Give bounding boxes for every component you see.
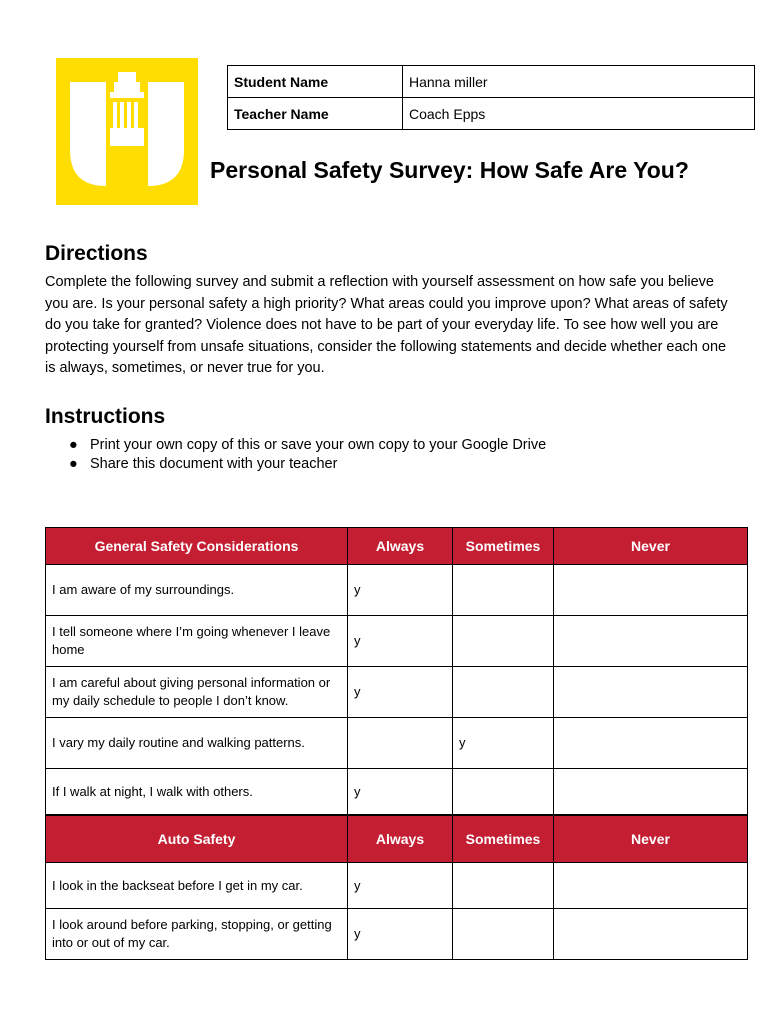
student-info-table <box>227 65 755 130</box>
never-cell[interactable] <box>554 718 748 769</box>
sometimes-cell[interactable]: y <box>453 718 554 769</box>
sometimes-cell[interactable] <box>453 863 554 909</box>
never-cell[interactable] <box>554 667 748 718</box>
always-cell[interactable]: y <box>348 909 453 960</box>
statement-cell: I look around before parking, stopping, or getting into or out of my car. <box>46 909 348 960</box>
survey-table <box>45 527 748 960</box>
sometimes-cell[interactable] <box>453 616 554 667</box>
student-name-row <box>228 66 755 98</box>
statement-cell: If I walk at night, I walk with others. <box>46 769 348 816</box>
column-header-sometimes: Sometimes <box>453 815 554 863</box>
section-header-row <box>46 815 748 863</box>
directions-text: Complete the following survey and submit a reflection with yourself assessment on how safe you believe you are. Is your personal safety a high priority? What areas could you improve upon? What areas of safety do you take for granted? Violence does not have to be part of your everyday life. To see how well you are protecting yourself from unsafe situations, consider the following statements and decide whether each one is always, sometimes, or never true for you. <box>45 274 728 376</box>
page-title: Personal Safety Survey: How Safe Are You? <box>210 157 689 183</box>
table-row <box>46 667 748 718</box>
always-cell[interactable]: y <box>348 616 453 667</box>
list-item: ● Share this document with your teacher <box>69 456 338 472</box>
statement-cell: I am aware of my surroundings. <box>46 565 348 616</box>
always-cell[interactable]: y <box>348 667 453 718</box>
always-cell[interactable]: y <box>348 863 453 909</box>
teacher-name-label: Teacher Name <box>228 98 403 130</box>
section-header-general: General Safety Considerations <box>46 528 348 565</box>
sometimes-cell[interactable] <box>453 667 554 718</box>
table-row <box>46 565 748 616</box>
section-header-row <box>46 528 748 565</box>
sometimes-cell[interactable] <box>453 769 554 816</box>
statement-cell: I tell someone where I’m going whenever I leave home <box>46 616 348 667</box>
instructions-heading: Instructions <box>45 405 166 428</box>
always-cell[interactable] <box>348 718 453 769</box>
table-row <box>46 718 748 769</box>
column-header-never: Never <box>554 528 748 565</box>
table-row <box>46 769 748 816</box>
bullet-icon: ● <box>69 437 78 453</box>
never-cell[interactable] <box>554 909 748 960</box>
column-header-sometimes: Sometimes <box>453 528 554 565</box>
teacher-name-row <box>228 98 755 130</box>
column-header-always: Always <box>348 815 453 863</box>
student-name-value[interactable]: Hanna miller <box>403 66 755 98</box>
list-item: ● Print your own copy of this or save your own copy to your Google Drive <box>69 437 547 453</box>
never-cell[interactable] <box>554 863 748 909</box>
column-header-always: Always <box>348 528 453 565</box>
directions-heading: Directions <box>45 242 148 265</box>
always-cell[interactable]: y <box>348 769 453 816</box>
section-header-auto: Auto Safety <box>46 815 348 863</box>
never-cell[interactable] <box>554 565 748 616</box>
never-cell[interactable] <box>554 769 748 816</box>
statement-cell: I am careful about giving personal information or my daily schedule to people I don’t know. <box>46 667 348 718</box>
never-cell[interactable] <box>554 616 748 667</box>
table-row <box>46 863 748 909</box>
table-row <box>46 909 748 960</box>
statement-cell: I vary my daily routine and walking patterns. <box>46 718 348 769</box>
instructions-list <box>45 436 546 474</box>
student-name-label: Student Name <box>228 66 403 98</box>
always-cell[interactable]: y <box>348 565 453 616</box>
sometimes-cell[interactable] <box>453 565 554 616</box>
university-logo <box>56 58 198 205</box>
table-row <box>46 616 748 667</box>
teacher-name-value[interactable]: Coach Epps <box>403 98 755 130</box>
statement-cell: I look in the backseat before I get in my car. <box>46 863 348 909</box>
column-header-never: Never <box>554 815 748 863</box>
bullet-icon: ● <box>69 456 78 472</box>
sometimes-cell[interactable] <box>453 909 554 960</box>
